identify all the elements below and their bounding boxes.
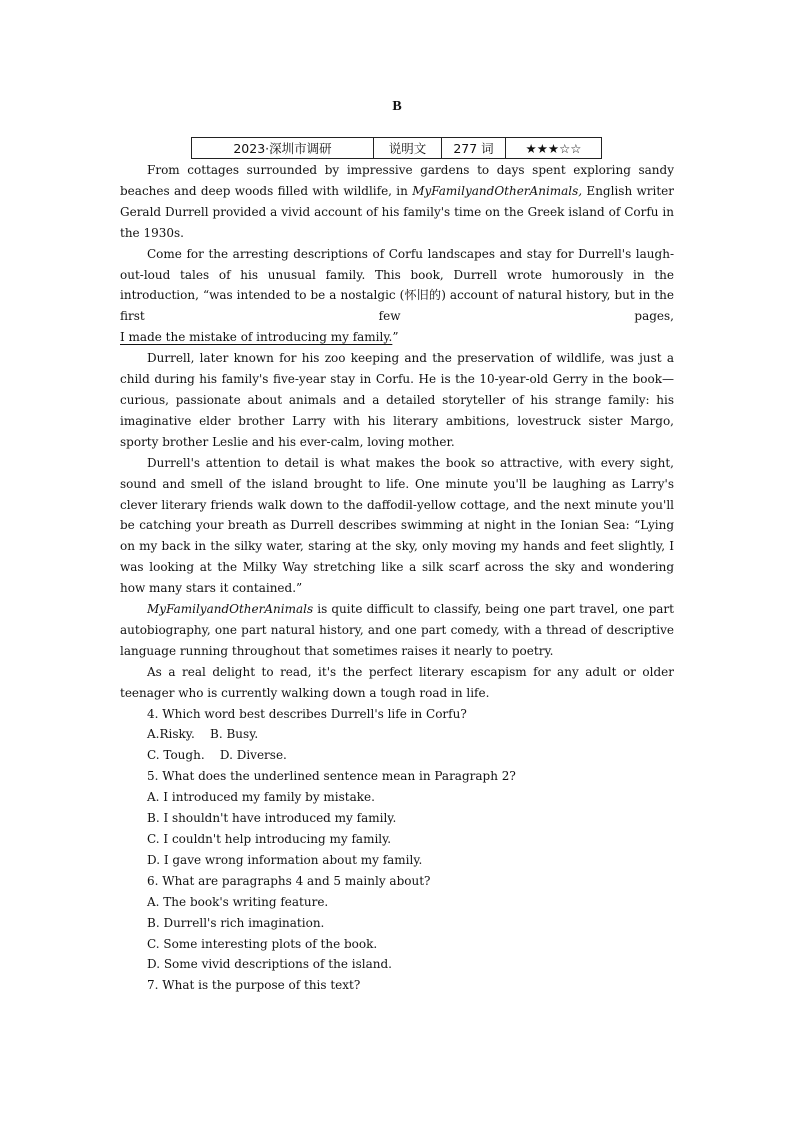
question-5-option-a: A. I introduced my family by mistake.: [147, 790, 375, 805]
underlined-sentence: I made the mistake of introducing my family.: [120, 330, 393, 345]
question-6-option-c: C. Some interesting plots of the book.: [147, 936, 378, 951]
paragraph-2: Come for the arresting descriptions of Corfu landscapes and stay for Durrell's laugh-out-loud tales of his unusual family. This book, Durrell wrote humorously in the introduction, “was intended to be a nostalgic (怀旧的) account of natural history, but in the first few pages,: [120, 246, 674, 324]
paragraph-1: From cottages surrounded by impressive gardens to days spent exploring sandy beaches and deep woods filled with wildlife, in MyFamilyandOtherAnimals, English writer Gerald Durrell provided a vivid account of his family's time on the Greek island of Corfu in the 1930s.: [120, 163, 674, 240]
section-title: B: [392, 99, 402, 114]
reading-passage: [120, 160, 674, 996]
book-title: MyFamilyandOtherAnimals,: [412, 183, 583, 198]
question-4-options-cd: C. Tough. D. Diverse.: [147, 748, 287, 763]
paragraph-4: Durrell's attention to detail is what makes the book so attractive, with every sight, sound and smell of the island brought to life. One minute you'll be laughing as Larry's clever literary friends walk down to the daffodil-yellow cottage, and the next minute you'll be catching your breath as Durrell describes swimming at night in the Ionian Sea: “Lying on my back in the silky water, staring at the sky, only moving my hands and feet slightly, I was looking at the Milky Way stretching like a silk scarf across the sky and wondering how many stars it contained.”: [120, 455, 674, 596]
paragraph-6: As a real delight to read, it's the perfect literary escapism for any adult or older teenager who is currently walking down a tough road in life.: [120, 664, 674, 700]
passage-info-bar: [191, 137, 602, 159]
question-6-option-b: B. Durrell's rich imagination.: [147, 915, 325, 930]
question-6: 6. What are paragraphs 4 and 5 mainly about?: [147, 873, 431, 888]
question-6-option-d: D. Some vivid descriptions of the island.: [147, 957, 392, 972]
question-5-option-c: C. I couldn't help introducing my family.: [147, 832, 392, 846]
paragraph-2-underlined-line: I made the mistake of introducing my family.”: [120, 330, 399, 345]
question-5: 5. What does the underlined sentence mean in Paragraph 2?: [147, 769, 516, 784]
question-4: 4. Which word best describes Durrell's life in Corfu?: [147, 706, 467, 721]
difficulty-cell: ★★★☆☆: [506, 138, 602, 159]
question-5-option-b: B. I shouldn't have introduced my family.: [147, 811, 397, 826]
question-4-options-ab: A.Risky. B. Busy.: [147, 727, 259, 742]
question-5-option-d: D. I gave wrong information about my family.: [147, 852, 423, 867]
source-cell: 2023·深圳市调研: [192, 138, 374, 159]
genre-cell: 说明文: [374, 138, 442, 159]
word-count-cell: 277 词: [442, 138, 506, 159]
book-title: MyFamilyandOtherAnimals: [147, 602, 314, 617]
question-7: 7. What is the purpose of this text?: [147, 978, 361, 993]
paragraph-3: Durrell, later known for his zoo keeping and the preservation of wildlife, was just a child during his family's five-year stay in Corfu. He is the 10-year-old Gerry in the book—curious, passionate about animals and a detailed storyteller of his strange family: his imaginative elder brother Larry with his literary ambitions, lovestruck sister Margo, sporty brother Leslie and his ever-calm, loving mother.: [120, 351, 674, 449]
paragraph-5: MyFamilyandOtherAnimals is quite difficult to classify, being one part travel, one part autobiography, one part natural history, and one part comedy, with a thread of descriptive language running throughout that sometimes raises it nearly to poetry.: [120, 602, 674, 658]
question-6-option-a: A. The book's writing feature.: [147, 894, 329, 909]
